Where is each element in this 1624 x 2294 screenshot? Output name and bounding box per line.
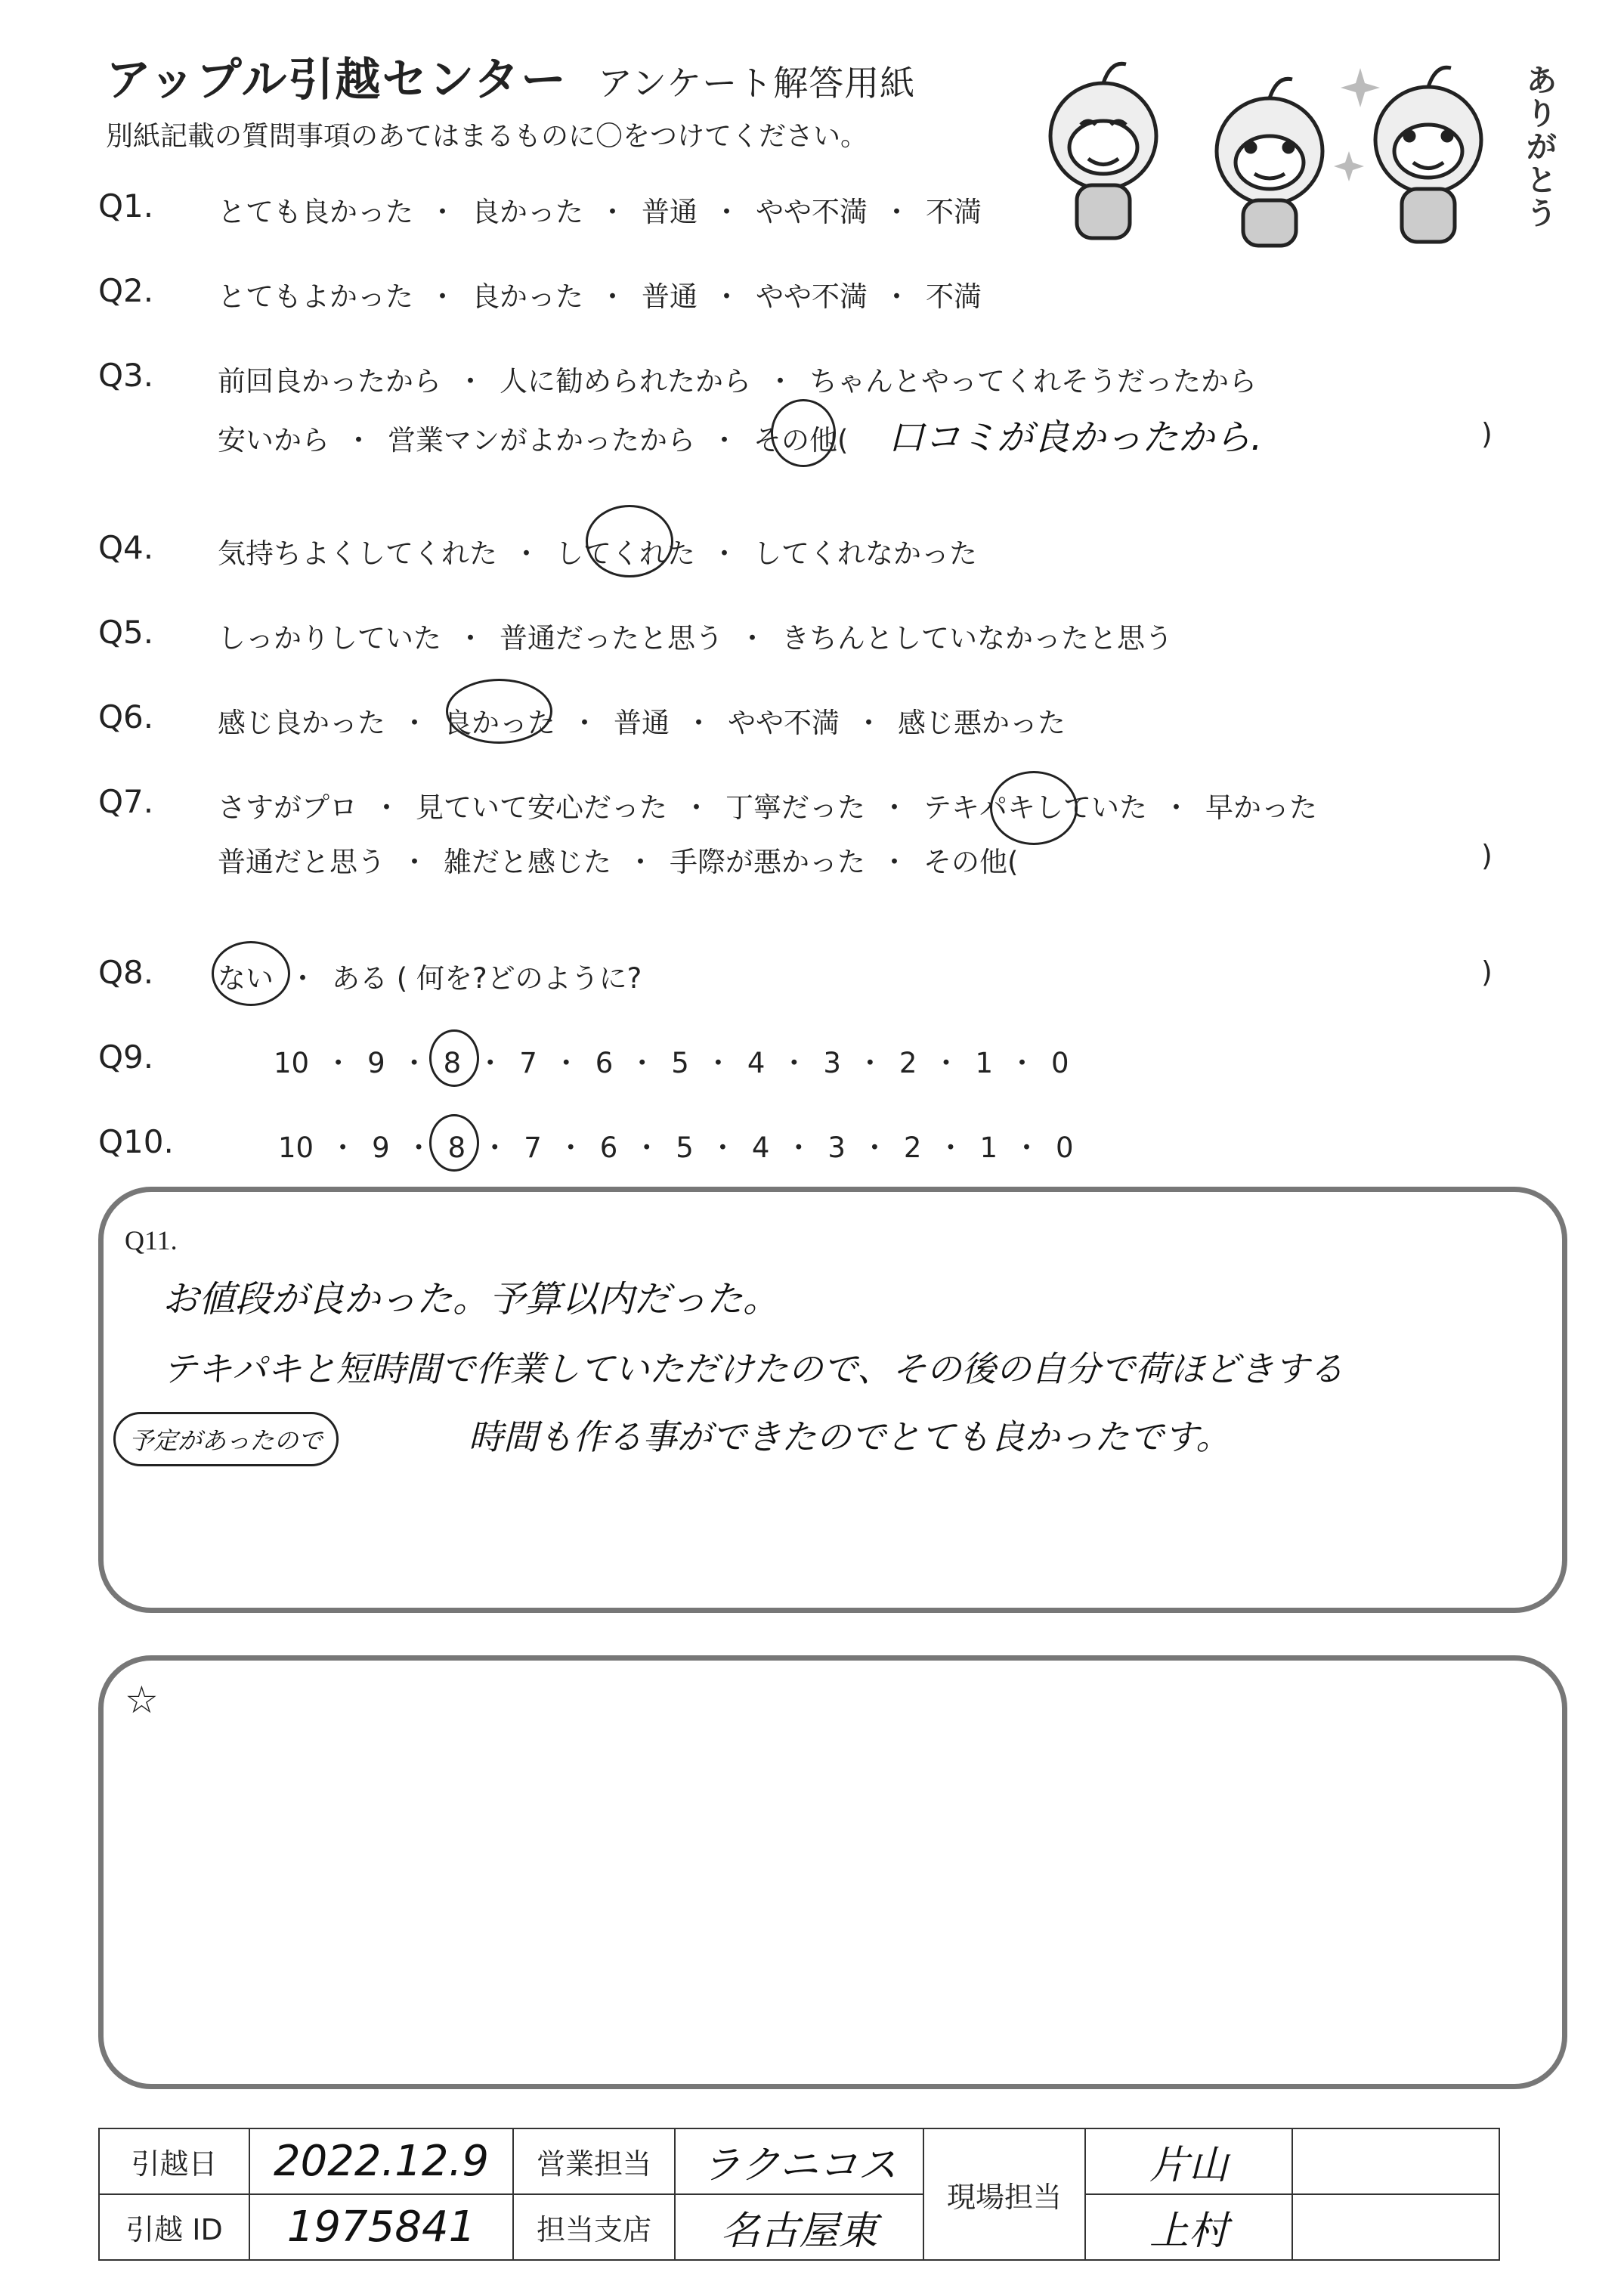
q11-speech-bubble: 予定があったので [113,1412,339,1466]
empty-cell [1292,2194,1499,2260]
q5-options: しっかりしていた ・ 普通だったと思う ・ きちんとしていなかったと思う [218,622,1173,655]
option[interactable]: 人に勧められたから [500,365,751,398]
option[interactable]: 不満 [926,196,982,228]
scale-value[interactable]: 10 [274,1047,310,1079]
mascot-illustration [1035,53,1564,249]
scale-value[interactable]: 5 [671,1047,689,1079]
scale-value[interactable]: 4 [751,1132,770,1164]
scale-value[interactable]: 10 [278,1132,314,1164]
q8-close-paren: ) [1481,955,1493,989]
instruction-text: 別紙記載の質問事項のあてはまるものに〇をつけてください。 [106,121,868,152]
scale-value[interactable]: 7 [524,1132,542,1164]
q11-answer-line1: お値段が良かった。予算以内だった。 [162,1278,780,1320]
q3-label: Q3. [98,357,154,394]
option[interactable]: ちゃんとやってくれそうだったから [809,365,1257,398]
option[interactable]: やや不満 [756,280,868,313]
answer-circle [429,1114,479,1172]
scale-value[interactable]: 0 [1051,1047,1069,1079]
option[interactable]: 良かった [472,280,583,313]
scale-value[interactable]: 3 [827,1132,846,1164]
scale-value[interactable]: 2 [903,1132,922,1164]
option[interactable]: ある ( 何を?どのように? [332,962,642,995]
q3-other-answer: 口コミが良かったから. [888,416,1263,459]
option[interactable]: 普通 [614,707,670,739]
scale-value[interactable]: 8 [443,1047,462,1079]
q4-options: 気持ちよくしてくれた ・ してくれた ・ してくれなかった [218,537,977,570]
option[interactable]: 普通 [642,280,698,313]
answer-circle [446,679,552,744]
site-staff-label: 現場担当 [923,2128,1085,2260]
answer-circle [212,941,290,1006]
empty-cell [1292,2128,1499,2194]
option[interactable]: 普通 [642,196,698,228]
option[interactable]: やや不満 [756,196,868,228]
q11-comment-box[interactable] [98,1187,1567,1613]
q7-close-paren: ) [1481,839,1493,872]
thanks-text: ありがとう [1527,63,1557,231]
q6-label: Q6. [98,698,154,735]
option[interactable]: 雑だと感じた [444,846,611,878]
form-title: アンケート解答用紙 [598,63,916,104]
scale-value[interactable]: 5 [676,1132,694,1164]
scale-value[interactable]: 1 [979,1132,998,1164]
q2-label: Q2. [98,272,154,309]
q1-options: とても良かった ・ 良かった ・ 普通 ・ やや不満 ・ 不満 [218,196,982,228]
q7-other-label[interactable]: その他( [923,846,1019,878]
option[interactable]: 不満 [926,280,982,313]
answer-circle [990,771,1078,845]
option[interactable]: 気持ちよくしてくれた [218,537,497,570]
sales-value: ラクニコス [675,2128,923,2194]
option[interactable]: やや不満 [728,707,840,739]
q7-label: Q7. [98,783,154,820]
free-comment-box[interactable] [98,1655,1567,2089]
answer-circle [586,505,673,577]
q2-options: とてもよかった ・ 良かった ・ 普通 ・ やや不満 ・ 不満 [218,280,982,313]
q7-options-line2: 普通だと思う ・ 雑だと感じた ・ 手際が悪かった ・ その他( [218,846,1019,878]
move-date-label: 引越日 [99,2128,249,2194]
option[interactable]: ない [218,962,274,995]
option[interactable]: してくれた [555,537,695,570]
option[interactable]: しっかりしていた [218,622,441,655]
sales-label: 営業担当 [513,2128,675,2194]
option[interactable]: 見ていて安心だった [416,791,667,824]
q8-label: Q8. [98,954,154,991]
option[interactable]: 感じ悪かった [898,707,1066,739]
option[interactable]: 普通だったと思う [500,622,723,655]
scale-value[interactable]: 9 [372,1132,390,1164]
star-icon: ☆ [125,1678,159,1722]
option[interactable]: 感じ良かった [218,707,385,739]
scale-value[interactable]: 9 [367,1047,385,1079]
monkey-3-icon [1375,67,1481,242]
scale-value[interactable]: 7 [519,1047,537,1079]
scale-value[interactable]: 0 [1056,1132,1074,1164]
option[interactable]: してくれなかった [753,537,977,570]
q7-options-line1: さすがプロ ・ 見ていて安心だった ・ 丁寧だった ・ テキパキしていた ・ 早かった [218,791,1317,824]
option[interactable]: きちんとしていなかったと思う [781,622,1173,655]
move-date-value: 2022.12.9 [249,2128,513,2194]
q3-other-label[interactable]: その他( [753,424,849,457]
monkey-2-icon [1217,79,1322,246]
site-staff-2: 上村 [1085,2194,1292,2260]
page-title [106,44,915,109]
option[interactable]: とても良かった [218,196,413,228]
company-name: アップル引越センター [106,54,568,107]
option[interactable]: 営業マンがよかったから [388,424,695,457]
option[interactable]: テキパキしていた [923,791,1147,824]
scale-value[interactable]: 1 [975,1047,994,1079]
option[interactable]: 良かった [472,196,583,228]
sparkle-icon [1334,68,1380,181]
q3-options-line1: 前回良かったから ・ 人に勧められたから ・ ちゃんとやってくれそうだったから [218,365,1257,398]
monkey-1-icon [1050,63,1156,238]
scale-value[interactable]: 6 [595,1047,614,1079]
scale-value[interactable]: 4 [747,1047,766,1079]
option[interactable]: 手際が悪かった [670,846,865,878]
option[interactable]: 安いから [218,424,329,457]
move-id-value: 1975841 [249,2194,513,2260]
option[interactable]: さすがプロ [218,791,357,824]
scale-value[interactable]: 8 [447,1132,466,1164]
q1-label: Q1. [98,187,154,224]
option[interactable]: とてもよかった [218,280,413,313]
scale-value[interactable]: 3 [823,1047,841,1079]
q11-label: Q11. [125,1225,178,1255]
site-staff-1: 片山 [1085,2128,1292,2194]
scale-value[interactable]: 2 [899,1047,917,1079]
q11-answer-line2: テキパキと短時間で作業していただけたので、その後の自分で荷ほどきする [162,1348,1344,1389]
move-id-label: 引越 ID [99,2194,249,2260]
footer-table [98,2128,1500,2261]
option[interactable]: 良かった [444,707,555,739]
q10-label: Q10. [98,1123,174,1160]
option[interactable]: 普通だと思う [218,846,385,878]
q10-scale: 10 ・ 9 ・ 8 ・ 7 ・ 6 ・ 5 ・ 4 ・ 3 ・ 2 ・ 1 ・ 0 [278,1132,1074,1164]
q9-scale: 10 ・ 9 ・ 8 ・ 7 ・ 6 ・ 5 ・ 4 ・ 3 ・ 2 ・ 1 ・ 0 [274,1047,1069,1079]
q3-close-paren: ) [1481,417,1493,450]
q9-label: Q9. [98,1039,154,1076]
q3-options-line2: 安いから ・ 営業マンがよかったから ・ その他( [218,424,849,457]
branch-value: 名古屋東 [675,2194,923,2260]
q6-options: 感じ良かった ・ 良かった ・ 普通 ・ やや不満 ・ 感じ悪かった [218,707,1066,739]
q4-label: Q4. [98,529,154,566]
branch-label: 担当支店 [513,2194,675,2260]
q8-options: ない ・ ある ( 何を?どのように? [218,962,642,995]
q11-answer-line3: 時間も作る事ができたのでとても良かったです。 [469,1416,1231,1457]
option[interactable]: 早かった [1205,791,1317,824]
option[interactable]: 丁寧だった [725,791,865,824]
answer-circle [771,399,836,467]
option[interactable]: 前回良かったから [218,365,441,398]
q5-label: Q5. [98,614,154,651]
answer-circle [429,1029,479,1087]
scale-value[interactable]: 6 [599,1132,618,1164]
